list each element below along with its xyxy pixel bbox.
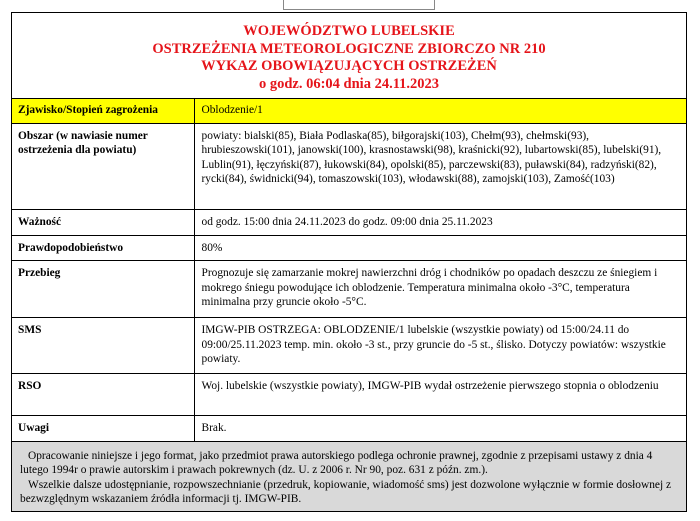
- copyright-paragraph: Opracowanie niniejsze i jego format, jako przedmiot prawa autorskiego podlega ochronie prawnej, zgodnie z przepisami ustawy z dnia 4 lutego 1994r o prawie autorskim i prawach pokrewnych (dz. U. z 2006 r. Nr 90, poz. 631 z późn. zm.).: [20, 449, 653, 476]
- hazard-value: Oblodzenie/1: [194, 99, 686, 123]
- rso-value: Woj. lubelskie (wszystkie powiaty), IMGW-PIB wydał ostrzeżenie pierwszego stopnia o oblodzeniu: [194, 374, 686, 416]
- row-validity: [12, 209, 686, 235]
- row-area: [12, 123, 686, 209]
- probability-value: 80%: [194, 235, 686, 261]
- sms-value: IMGW-PIB OSTRZEGA: OBLODZENIE/1 lubelskie (wszystkie powiaty) od 15:00/24.11 do 09:00/25.11.2023 temp. min. około -3 st., przy gruncie do -5 st., ślisko. Dotyczy powiatów: wszystkie powiaty.: [194, 318, 686, 374]
- copyright-notice: [12, 442, 686, 513]
- probability-label: Prawdopodobieństwo: [12, 235, 194, 261]
- heading-list-title: WYKAZ OBOWIĄZUJĄCYCH OSTRZEŻEŃ: [201, 58, 497, 74]
- row-sms: [12, 318, 686, 374]
- heading-warning-number: OSTRZEŻENIA METEOROLOGICZNE ZBIORCZO NR 210: [152, 40, 546, 57]
- remarks-value: Brak.: [194, 416, 686, 442]
- heading-timestamp: o godz. 06:04 dnia 24.11.2023: [258, 75, 440, 92]
- distribution-paragraph: Wszelkie dalsze udostępnianie, rozpowszechnianie (przedruk, kopiowanie, wiadomość sms) jest dozwolone wyłącznie w formie dosłownej z bezwzględnym wskazaniem źródła informacji tj. IMGW-PIB.: [20, 478, 672, 505]
- row-rso: [12, 374, 686, 416]
- heading-voivodeship: WOJEWÓDZTWO LUBELSKIE: [243, 23, 455, 39]
- row-course: [12, 261, 686, 318]
- row-probability: [12, 235, 686, 261]
- warning-table: [12, 99, 686, 442]
- course-value: Prognozuje się zamarzanie mokrej nawierzchni dróg i chodników po opadach deszczu ze śniegiem i mokrego śniegu powodujące ich oblodzenie. Temperatura minimalna około -3°C, temperatura minimalna przy gruncie około -5°C.: [194, 261, 686, 318]
- row-remarks: [12, 416, 686, 442]
- sms-label: SMS: [12, 318, 194, 374]
- validity-value: od godz. 15:00 dnia 24.11.2023 do godz. 09:00 dnia 25.11.2023: [194, 209, 686, 235]
- warning-document: [11, 12, 687, 512]
- course-label: Przebieg: [12, 261, 194, 318]
- validity-label: Ważność: [12, 209, 194, 235]
- row-hazard: [12, 99, 686, 123]
- cropped-axis-frame: [283, 0, 435, 10]
- area-label: Obszar (w nawiasie numer ostrzeżenia dla powiatu): [12, 123, 194, 209]
- hazard-label: Zjawisko/Stopień zagrożenia: [12, 99, 194, 123]
- remarks-label: Uwagi: [12, 416, 194, 442]
- area-value: powiaty: bialski(85), Biała Podlaska(85), biłgorajski(103), Chełm(93), chełmski(93), hrubieszowski(101), janowski(100), krasnostawski(98), kraśnicki(92), lubartowski(85), lubelski(91), Lublin(91), łęczyński(87), łukowski(84), opolski(85), parczewski(83), puławski(84), radzyński(82), rycki(84), świdnicki(94), tomaszowski(103), włodawski(88), zamojski(103), Zamość(103): [194, 123, 686, 209]
- cropped-chart-fragment: [0, 0, 700, 11]
- document-heading: [12, 13, 686, 99]
- rso-label: RSO: [12, 374, 194, 416]
